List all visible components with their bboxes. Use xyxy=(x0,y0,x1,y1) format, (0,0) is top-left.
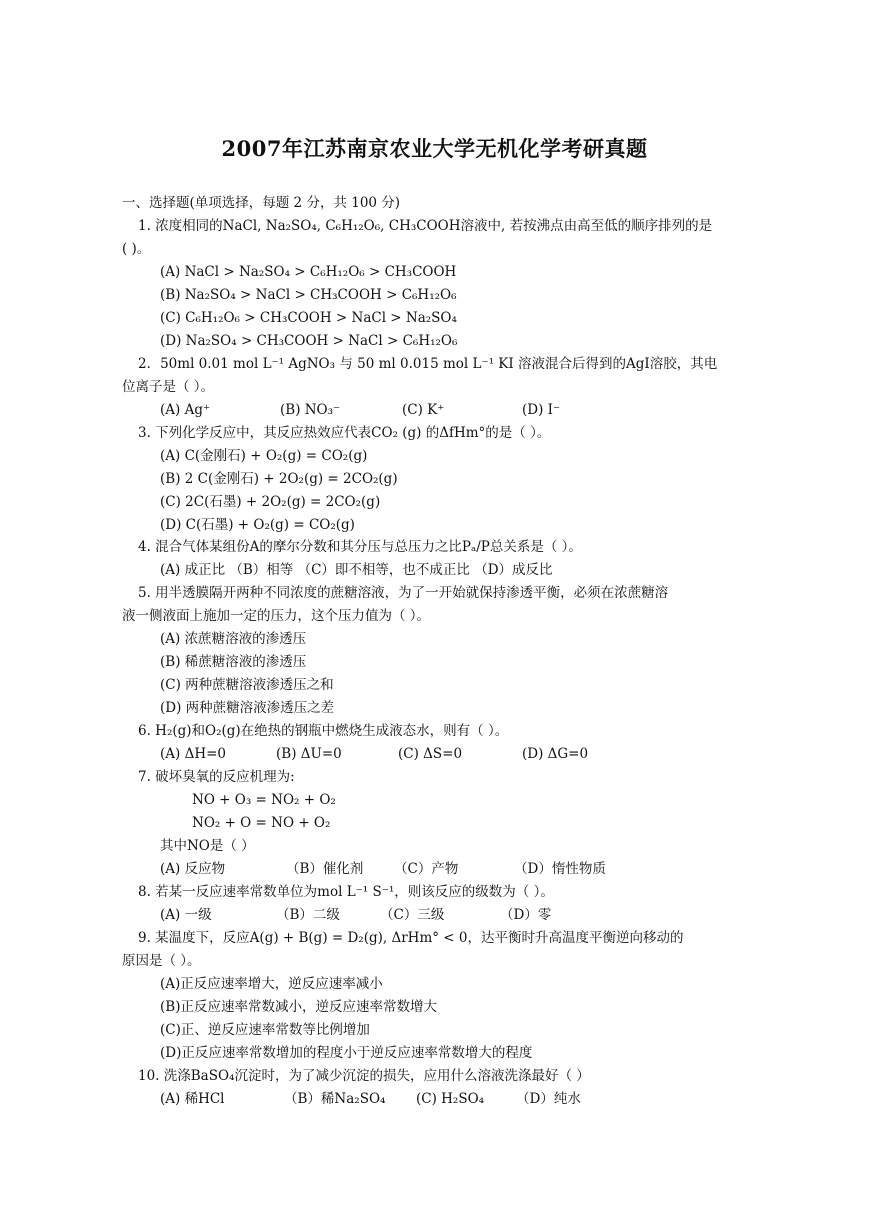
q8-option-a: (A) 一级 xyxy=(160,907,212,923)
q6-option-b: (B) ΔU=0 xyxy=(276,746,342,762)
q5-option-d: (D) 两种蔗糖溶液渗透压之差 xyxy=(160,700,335,716)
q2-option-b: (B) NO₃⁻ xyxy=(280,402,341,418)
q5-option-b: (B) 稀蔗糖溶液的渗透压 xyxy=(160,654,307,670)
q7-option-d: （D）惰性物质 xyxy=(514,861,606,877)
q6-options xyxy=(160,745,588,763)
page-title: 2007年江苏南京农业大学无机化学考研真题 xyxy=(221,136,648,161)
q3-option-a: (A) C(金刚石) + O₂(g) = CO₂(g) xyxy=(160,448,368,464)
q7-option-b: （B）催化剂 xyxy=(286,861,364,877)
q10-option-d: （D）纯水 xyxy=(516,1091,581,1107)
q1-option-d: (D) Na₂SO₄ > CH₃COOH > NaCl > C₆H₁₂O₆ xyxy=(160,333,458,349)
q9-option-b: (B)正反应速率常数减小，逆反应速率常数增大 xyxy=(160,999,437,1015)
q3-option-d: (D) C(石墨) + O₂(g) = CO₂(g) xyxy=(160,517,355,533)
q8-option-c: （C）三级 xyxy=(380,907,445,923)
q7-options xyxy=(160,860,606,878)
q8-option-b: （B）二级 xyxy=(276,907,340,923)
q6-option-a: (A) ΔH=0 xyxy=(160,746,226,762)
q7-option-c: （C）产物 xyxy=(394,861,459,877)
q4-options: (A) 成正比 （B）相等 （C）即不相等，也不成正比 （D）成反比 xyxy=(160,562,553,578)
q10-options xyxy=(160,1090,581,1108)
q5-option-a: (A) 浓蔗糖溶液的渗透压 xyxy=(160,631,307,647)
q9-option-d: (D)正反应速率常数增加的程度小于逆反应速率常数增大的程度 xyxy=(160,1045,533,1061)
q9-option-a: (A)正反应速率增大，逆反应速率减小 xyxy=(160,976,383,992)
q10-option-c: (C) H₂SO₄ xyxy=(416,1091,485,1107)
q10-option-a: (A) 稀HCl xyxy=(160,1091,225,1107)
q2-option-d: (D) I⁻ xyxy=(522,402,561,418)
q3-option-c: (C) 2C(石墨) + 2O₂(g) = 2CO₂(g) xyxy=(160,494,381,510)
q9-option-c: (C)正、逆反应速率常数等比例增加 xyxy=(160,1022,370,1038)
q3-option-b: (B) 2 C(金刚石) + 2O₂(g) = 2CO₂(g) xyxy=(160,471,398,487)
q2-stem-cont: 位离子是（ ）。 xyxy=(122,379,215,395)
q3-stem: 3. 下列化学反应中，其反应热效应代表CO₂ (g) 的ΔfHm°的是（ ）。 xyxy=(138,425,551,441)
q6-option-d: (D) ΔG=0 xyxy=(522,746,589,762)
q8-stem: 8. 若某一反应速率常数单位为mol L⁻¹ S⁻¹，则该反应的级数为（ ）。 xyxy=(138,884,554,900)
q7-stem: 7. 破坏臭氧的反应机理为: xyxy=(138,769,295,785)
q9-stem: 9. 某温度下，反应A(g) + B(g) = D₂(g), ΔrHm° < 0，达平衡时升高温度平衡逆向移动的 xyxy=(138,930,684,946)
q10-option-b: （B）稀Na₂SO₄ xyxy=(284,1091,386,1107)
q2-options xyxy=(160,401,560,419)
q10-stem: 10. 洗涤BaSO₄沉淀时，为了减少沉淀的损失，应用什么溶液洗涤最好（ ） xyxy=(138,1068,590,1084)
q1-option-a: (A) NaCl > Na₂SO₄ > C₆H₁₂O₆ > CH₃COOH xyxy=(160,264,457,280)
q2-stem: 2．50ml 0.01 mol L⁻¹ AgNO₃ 与 50 ml 0.015 mol L⁻¹ KI 溶液混合后得到的AgI溶胶，其电 xyxy=(138,356,718,372)
q2-option-a: (A) Ag⁺ xyxy=(160,402,211,418)
q7-option-a: (A) 反应物 xyxy=(160,861,226,877)
q1-option-b: (B) Na₂SO₄ > NaCl > CH₃COOH > C₆H₁₂O₆ xyxy=(160,287,457,303)
q5-stem-cont: 液一侧液面上施加一定的压力，这个压力值为（ ）。 xyxy=(122,608,431,624)
q9-stem-cont: 原因是（ ）。 xyxy=(122,953,201,969)
q1-stem: 1. 浓度相同的NaCl, Na₂SO₄, C₆H₁₂O₆, CH₃COOH溶液中, 若按沸点由高至低的顺序排列的是 xyxy=(138,218,713,234)
q4-stem: 4. 混合气体某组份A的摩尔分数和其分压与总压力之比Pₐ/P总关系是（ ）。 xyxy=(138,539,582,555)
q1-option-c: (C) C₆H₁₂O₆ > CH₃COOH > NaCl > Na₂SO₄ xyxy=(160,310,457,326)
q6-option-c: (C) ΔS=0 xyxy=(398,746,463,762)
section-heading: 一、选择题(单项选择，每题 2 分，共 100 分) xyxy=(122,195,401,211)
q8-option-d: （D）零 xyxy=(500,907,552,923)
q5-stem: 5. 用半透膜隔开两种不同浓度的蔗糖溶液，为了一开始就保持渗透平衡，必须在浓蔗糖溶 xyxy=(138,585,669,601)
q7-ask: 其中NO是（ ） xyxy=(160,838,255,854)
q7-reaction-1: NO + O₃ = NO₂ + O₂ xyxy=(192,792,336,808)
q7-reaction-2: NO₂ + O = NO + O₂ xyxy=(192,815,331,831)
q2-option-c: (C) K⁺ xyxy=(402,402,445,418)
q8-options xyxy=(160,906,551,924)
q6-stem: 6. H₂(g)和O₂(g)在绝热的钢瓶中燃烧生成液态水，则有（ ）。 xyxy=(138,723,509,739)
q1-stem-cont: ( )。 xyxy=(122,241,151,257)
q5-option-c: (C) 两种蔗糖溶液渗透压之和 xyxy=(160,677,334,693)
